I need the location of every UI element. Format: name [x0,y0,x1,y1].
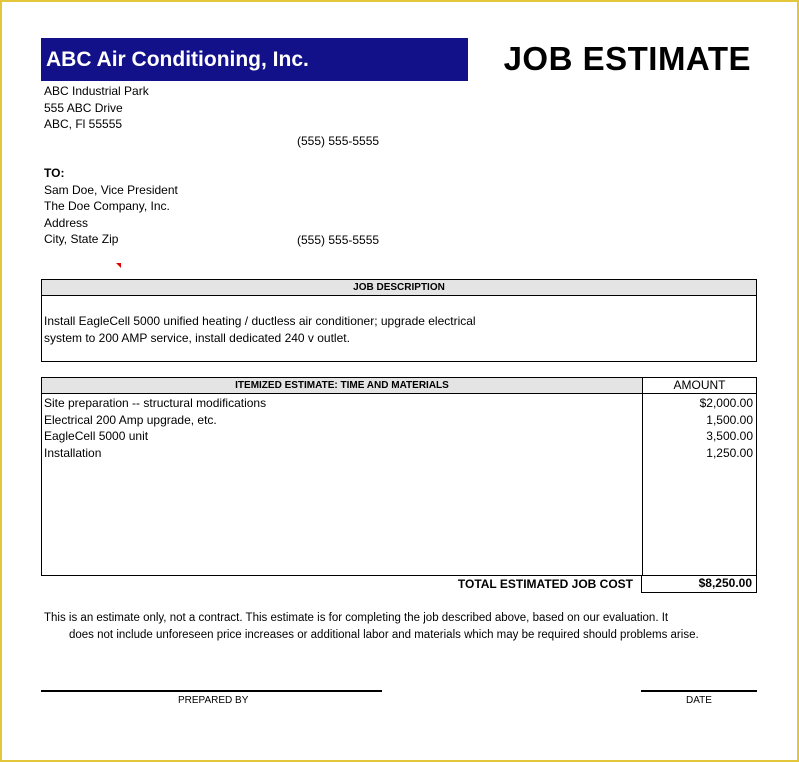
recipient-line: The Doe Company, Inc. [44,199,170,213]
comment-marker-icon [116,263,121,268]
item-description: Electrical 200 Amp upgrade, etc. [44,412,217,427]
item-amount: $2,000.00 [699,396,753,410]
recipient-block [44,165,178,248]
disclaimer [44,610,754,643]
recipient-label: TO: [44,166,65,180]
recipient-line: City, State Zip [44,232,119,246]
itemized-estimate-table [41,377,757,576]
job-description-header: JOB DESCRIPTION [42,280,756,296]
total-value: $8,250.00 [641,576,757,593]
item-description: Site preparation -- structural modifications [44,396,267,410]
item-description: Installation [44,445,102,460]
item-description-column [44,395,639,461]
recipient-line: Sam Doe, Vice President [44,182,178,197]
job-description-line: system to 200 AMP service, install dedicated 240 v outlet. [44,330,350,345]
company-address-line: ABC, Fl 55555 [44,117,123,131]
date-signature-line [641,690,757,692]
item-amount: 1,250.00 [706,445,753,460]
disclaimer-line: does not include unforeseen price increases or additional labor and materials which may be required should problems arise. [69,628,699,641]
job-description-line: Install EagleCell 5000 unified heating / ductless air conditioner; upgrade electrical [44,314,476,328]
item-amount: 1,500.00 [706,412,753,427]
job-description-box [41,279,757,362]
job-description-text [44,313,476,346]
company-address-line: ABC Industrial Park [44,84,149,98]
recipient-line: Address [44,215,89,230]
column-divider [642,393,643,575]
item-amount: 3,500.00 [706,429,753,443]
prepared-by-signature-line [41,690,382,692]
disclaimer-line: This is an estimate only, not a contract. This estimate is for completing the job described above, based on our evaluation. It [44,612,669,624]
itemized-header: ITEMIZED ESTIMATE: TIME AND MATERIALS [42,378,643,393]
table-header-row [42,378,756,394]
item-description: EagleCell 5000 unit [44,429,149,443]
date-label: DATE [686,695,712,706]
recipient-phone: (555) 555-5555 [297,233,380,247]
total-label: TOTAL ESTIMATED JOB COST [457,577,633,591]
amount-header: AMOUNT [673,378,726,392]
item-amount-column [644,395,753,461]
document-title: JOB ESTIMATE [503,40,751,77]
prepared-by-label: PREPARED BY [178,695,249,706]
company-phone: (555) 555-5555 [297,134,380,148]
company-name-banner: ABC Air Conditioning, Inc. [41,38,468,81]
company-address-line: 555 ABC Drive [44,100,123,115]
company-address [44,83,149,133]
